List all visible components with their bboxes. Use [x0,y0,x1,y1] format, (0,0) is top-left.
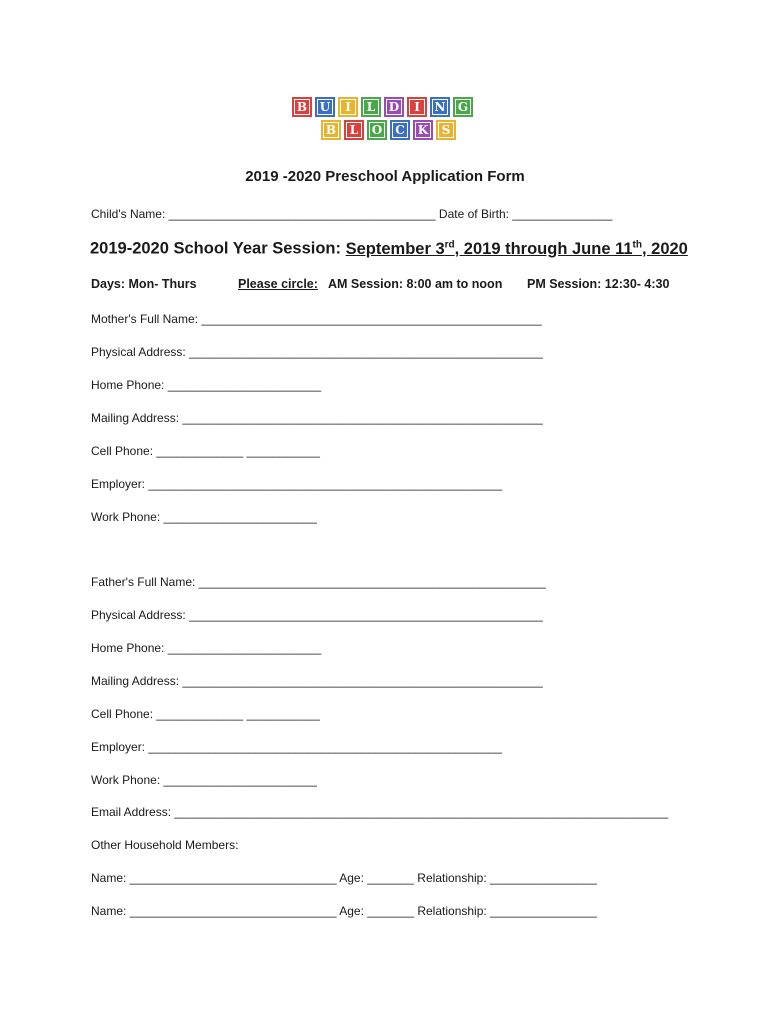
session-start: September 3 [345,239,445,258]
session-start-sup: rd [444,239,455,250]
logo-block-l: L [361,97,381,117]
logo-block-c: C [390,120,410,140]
household-member-2-field[interactable] [91,904,597,918]
logo-row-building [292,97,473,117]
mother-physical-address-field[interactable]: Physical Address: _____________________________________________________ [91,345,543,359]
session-dates [346,240,688,258]
member2-relationship-blank[interactable]: ________________ [490,904,597,918]
father-physical-address-field[interactable]: Physical Address: _____________________________________________________ [91,608,543,622]
member2-age-blank[interactable]: _______ [367,904,414,918]
building-blocks-logo [292,97,473,143]
childs-name-field[interactable]: Child's Name: ________________________________________ Date of Birth: _______________ [91,207,613,221]
form-title: 2019 -2020 Preschool Application Form [245,168,525,185]
logo-block-k: K [413,120,433,140]
am-session-option[interactable]: AM Session: 8:00 am to noon [328,277,503,291]
logo-block-n: N [430,97,450,117]
member2-relationship-label: Relationship: [414,904,491,918]
mother-employer-field[interactable]: Employer: _____________________________________________________ [91,477,503,491]
logo-block-u: U [315,97,335,117]
logo-block-b: B [292,97,312,117]
logo-block-l: L [344,120,364,140]
pm-session-option[interactable]: PM Session: 12:30- 4:30 [527,277,670,291]
logo-block-b: B [321,120,341,140]
session-heading [90,239,688,259]
mother-cell-phone-field[interactable]: Cell Phone: _____________ ___________ [91,444,320,458]
session-end-sup: th [632,239,642,250]
logo-row-blocks [321,120,473,140]
household-member-1-field[interactable]: Name: _______________________________ Age: _______ Relationship: ________________ [91,871,597,885]
other-household-members-label: Other Household Members: [91,838,239,852]
mother-full-name-field[interactable]: Mother's Full Name: ___________________________________________________ [91,312,542,326]
mother-work-phone-field[interactable]: Work Phone: _______________________ [91,510,317,524]
please-circle-label: Please circle: [238,277,318,291]
session-middle: , 2019 through June 11 [454,239,633,258]
mother-home-phone-field[interactable]: Home Phone: _______________________ [91,378,322,392]
member2-name-blank[interactable]: _______________________________ [129,904,337,918]
days-text: Days: Mon- Thurs [91,277,197,291]
logo-block-o: O [367,120,387,140]
logo-block-s: S [436,120,456,140]
father-home-phone-field[interactable]: Home Phone: _______________________ [91,641,322,655]
session-end: , 2020 [641,239,688,258]
member2-age-label: Age: [336,904,368,918]
mother-mailing-address-field[interactable]: Mailing Address: ______________________________________________________ [91,411,543,425]
session-prefix: 2019-2020 School Year Session: [90,239,346,258]
member2-name-label: Name: [91,904,130,918]
logo-block-d: D [384,97,404,117]
father-mailing-address-field[interactable]: Mailing Address: ______________________________________________________ [91,674,543,688]
logo-block-i: I [338,97,358,117]
father-full-name-field[interactable]: Father's Full Name: ____________________________________________________ [91,575,546,589]
logo-block-g: G [453,97,473,117]
email-address-field[interactable]: Email Address: __________________________________________________________________________ [91,805,669,819]
father-cell-phone-field[interactable]: Cell Phone: _____________ ___________ [91,707,320,721]
father-work-phone-field[interactable]: Work Phone: _______________________ [91,773,317,787]
logo-block-i: I [407,97,427,117]
father-employer-field[interactable]: Employer: _____________________________________________________ [91,740,503,754]
